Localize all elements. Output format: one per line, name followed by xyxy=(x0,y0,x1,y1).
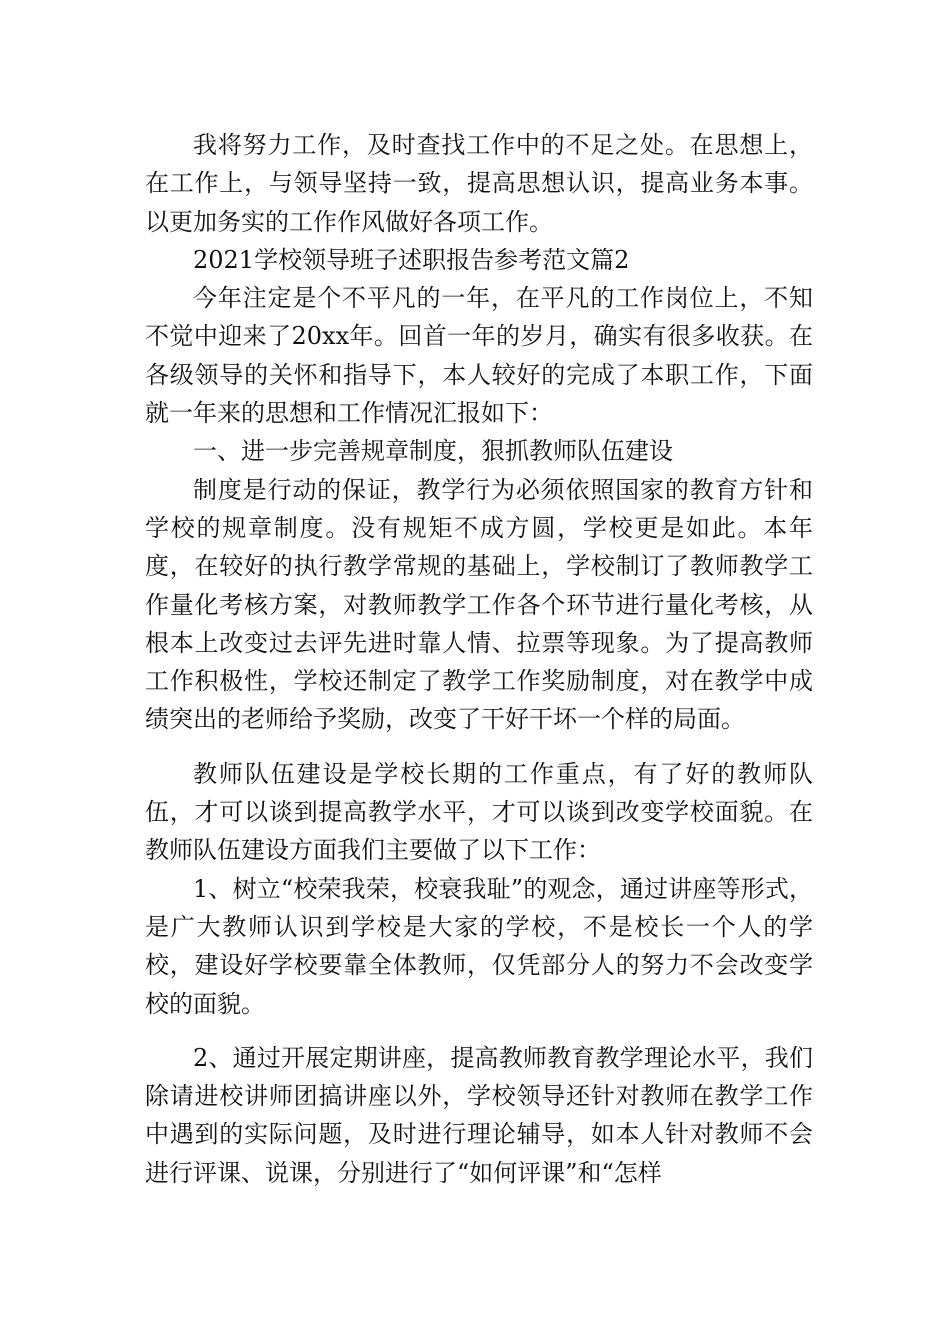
paragraph-intro: 今年注定是个不平凡的一年，在平凡的工作岗位上，不知不觉中迎来了20xx年。回首一年的岁月，确实有很多收获。在各级领导的关怀和指导下，本人较好的完成了本职工作，下面就一年来的思想和工作情况汇报如下： xyxy=(145,284,813,428)
paragraph-regulations: 制度是行动的保证，教学行为必须依照国家的教育方针和学校的规章制度。没有规矩不成方圆，学校更是如此。本年度，在较好的执行教学常规的基础上，学校制订了教师教学工作量化考核方案，对教师教学工作各个环节进行量化考核，从根本上改变过去评先进时靠人情、拉票等现象。为了提高教师工作积极性，学校还制定了教学工作奖励制度，对在教学中成绩突出的老师给予奖励，改变了干好干坏一个样的局面。 xyxy=(145,475,813,734)
section-heading-1: 一、进一步完善规章制度，狠抓教师队伍建设 xyxy=(193,437,673,466)
list-item-1: 1、树立“校荣我荣，校衰我耻”的观念，通过讲座等形式，是广大教师认识到学校是大家的学校，不是校长一个人的学校，建设好学校要靠全体教师，仅凭部分人的努力不会改变学校的面貌。 xyxy=(145,874,813,1018)
article-title: 2021学校领导班子述职报告参考范文篇2 xyxy=(193,245,630,274)
paragraph-closing-commitment: 我将努力工作，及时查找工作中的不足之处。在思想上，在工作上，与领导坚持一致，提高思想认识，提高业务本事。以更加务实的工作作风做好各项工作。 xyxy=(145,131,813,236)
document-body xyxy=(145,126,813,1192)
paragraph-teacher-team: 教师队伍建设是学校长期的工作重点，有了好的教师队伍，才可以谈到提高教学水平，才可以谈到改变学校面貌。在教师队伍建设方面我们主要做了以下工作： xyxy=(145,759,813,865)
list-item-2: 2、通过开展定期讲座，提高教师教育教学理论水平，我们除请进校讲师团搞讲座以外，学校领导还针对教师在教学工作中遇到的实际问题，及时进行理论辅导，如本人针对教师不会进行评课、说课，分别进行了“如何评课”和“怎样 xyxy=(145,1043,813,1187)
